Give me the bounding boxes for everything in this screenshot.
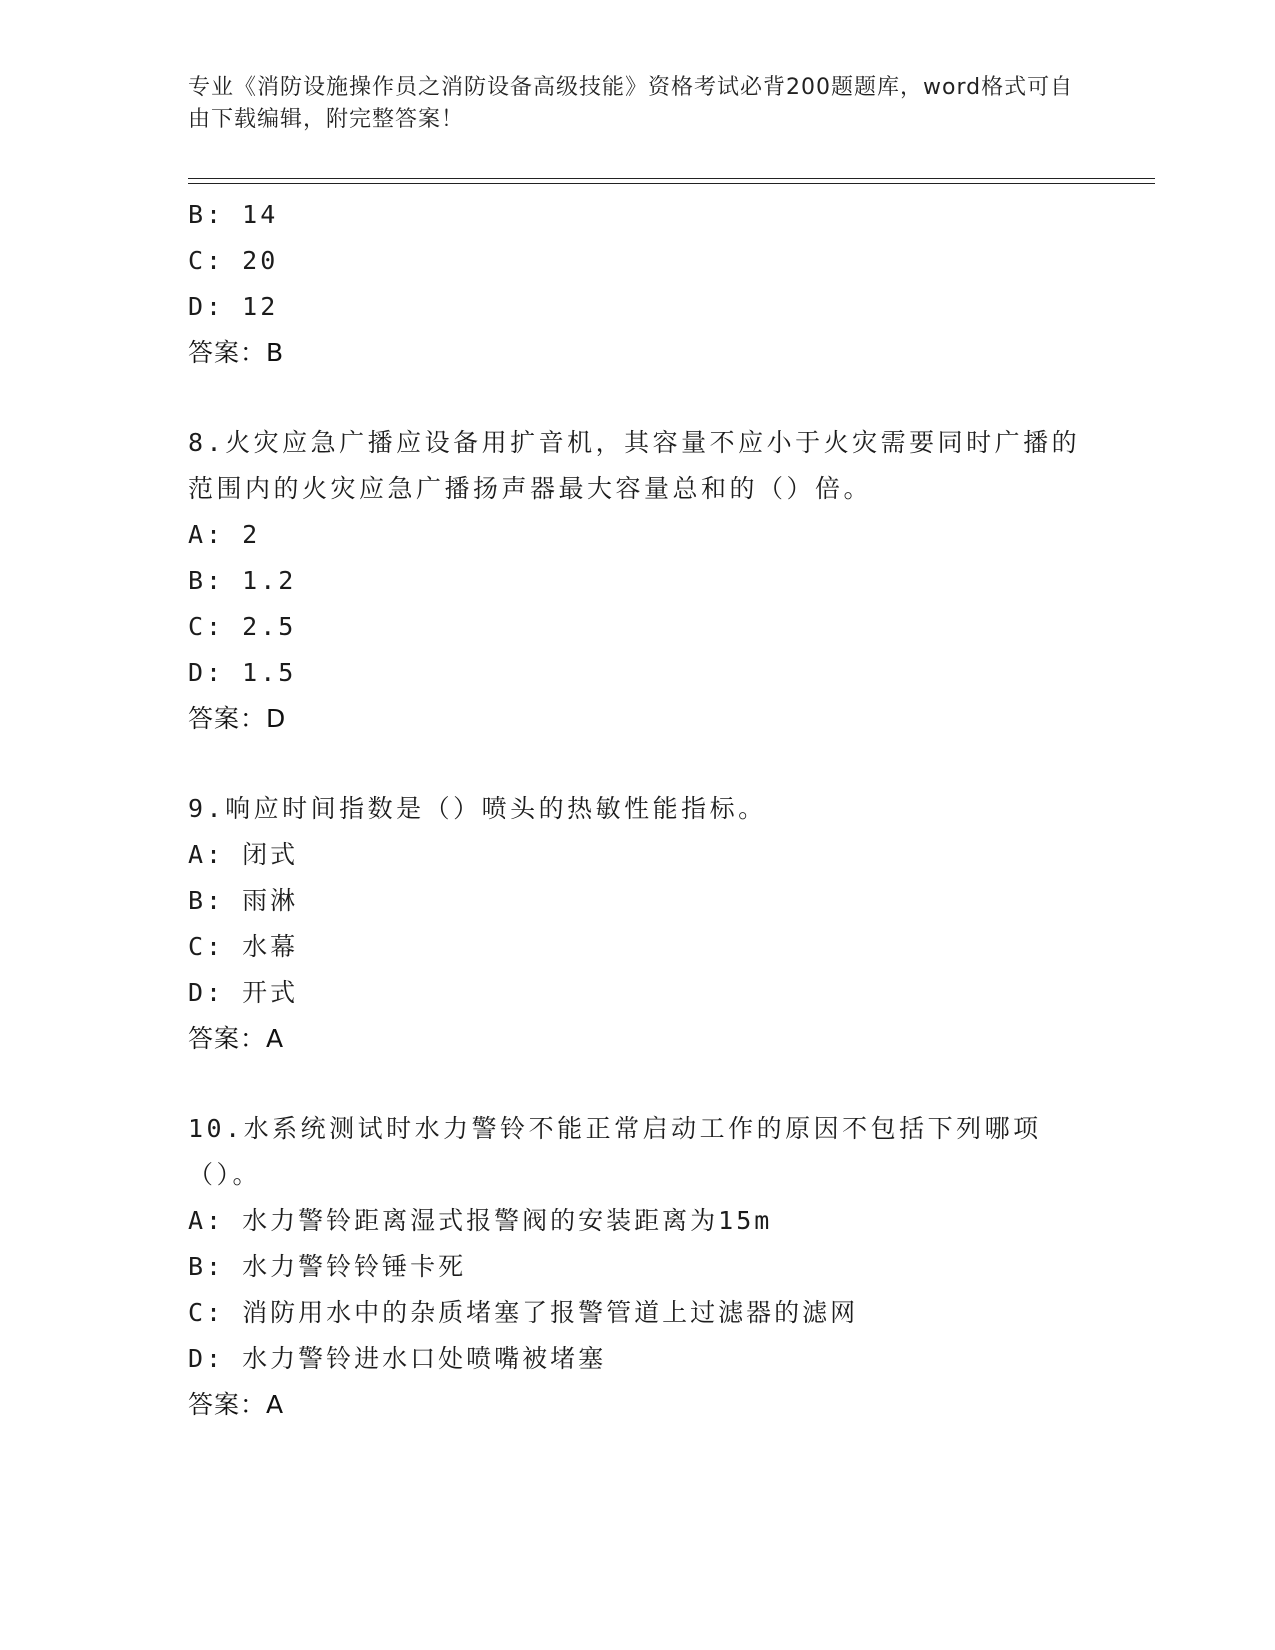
- answer: 答案：A: [188, 1024, 285, 1053]
- option-c: C: 水幕: [188, 932, 299, 961]
- answer: 答案：D: [188, 704, 287, 733]
- question-9: [188, 786, 1088, 1062]
- option-b: B: 1.2: [188, 566, 297, 595]
- question-8: [188, 420, 1088, 742]
- answer: 答案：A: [188, 1390, 285, 1419]
- document-header: 专业《消防设施操作员之消防设备高级技能》资格考试必背200题题库，word格式可自由下载编辑，附完整答案！: [188, 75, 1074, 132]
- option-b: B: 14: [188, 200, 279, 229]
- option-a: A: 2: [188, 520, 261, 549]
- option-d: D: 1.5: [188, 658, 297, 687]
- header-divider-top: [188, 178, 1155, 179]
- option-c: C: 2.5: [188, 612, 297, 641]
- answer: 答案：B: [188, 338, 285, 367]
- question-list: [188, 192, 1088, 1428]
- question-stem: 8.火灾应急广播应设备用扩音机，其容量不应小于火灾需要同时广播的范围内的火灾应急广播扬声器最大容量总和的（）倍。: [188, 428, 1081, 503]
- question-stem: 10.水系统测试时水力警铃不能正常启动工作的原因不包括下列哪项（）。: [188, 1114, 1042, 1189]
- question-7-tail: [188, 192, 1088, 376]
- option-d: D: 12: [188, 292, 279, 321]
- option-a: A: 闭式: [188, 840, 299, 869]
- option-b: B: 雨淋: [188, 886, 299, 915]
- option-d: D: 开式: [188, 978, 299, 1007]
- option-c: C: 消防用水中的杂质堵塞了报警管道上过滤器的滤网: [188, 1298, 859, 1327]
- option-a: A: 水力警铃距离湿式报警阀的安装距离为15m: [188, 1206, 773, 1235]
- option-c: C: 20: [188, 246, 279, 275]
- option-d: D: 水力警铃进水口处喷嘴被堵塞: [188, 1344, 607, 1373]
- option-b: B: 水力警铃铃锤卡死: [188, 1252, 467, 1281]
- header-divider-bottom: [188, 183, 1155, 184]
- question-10: [188, 1106, 1088, 1428]
- question-stem: 9.响应时间指数是（）喷头的热敏性能指标。: [188, 794, 767, 823]
